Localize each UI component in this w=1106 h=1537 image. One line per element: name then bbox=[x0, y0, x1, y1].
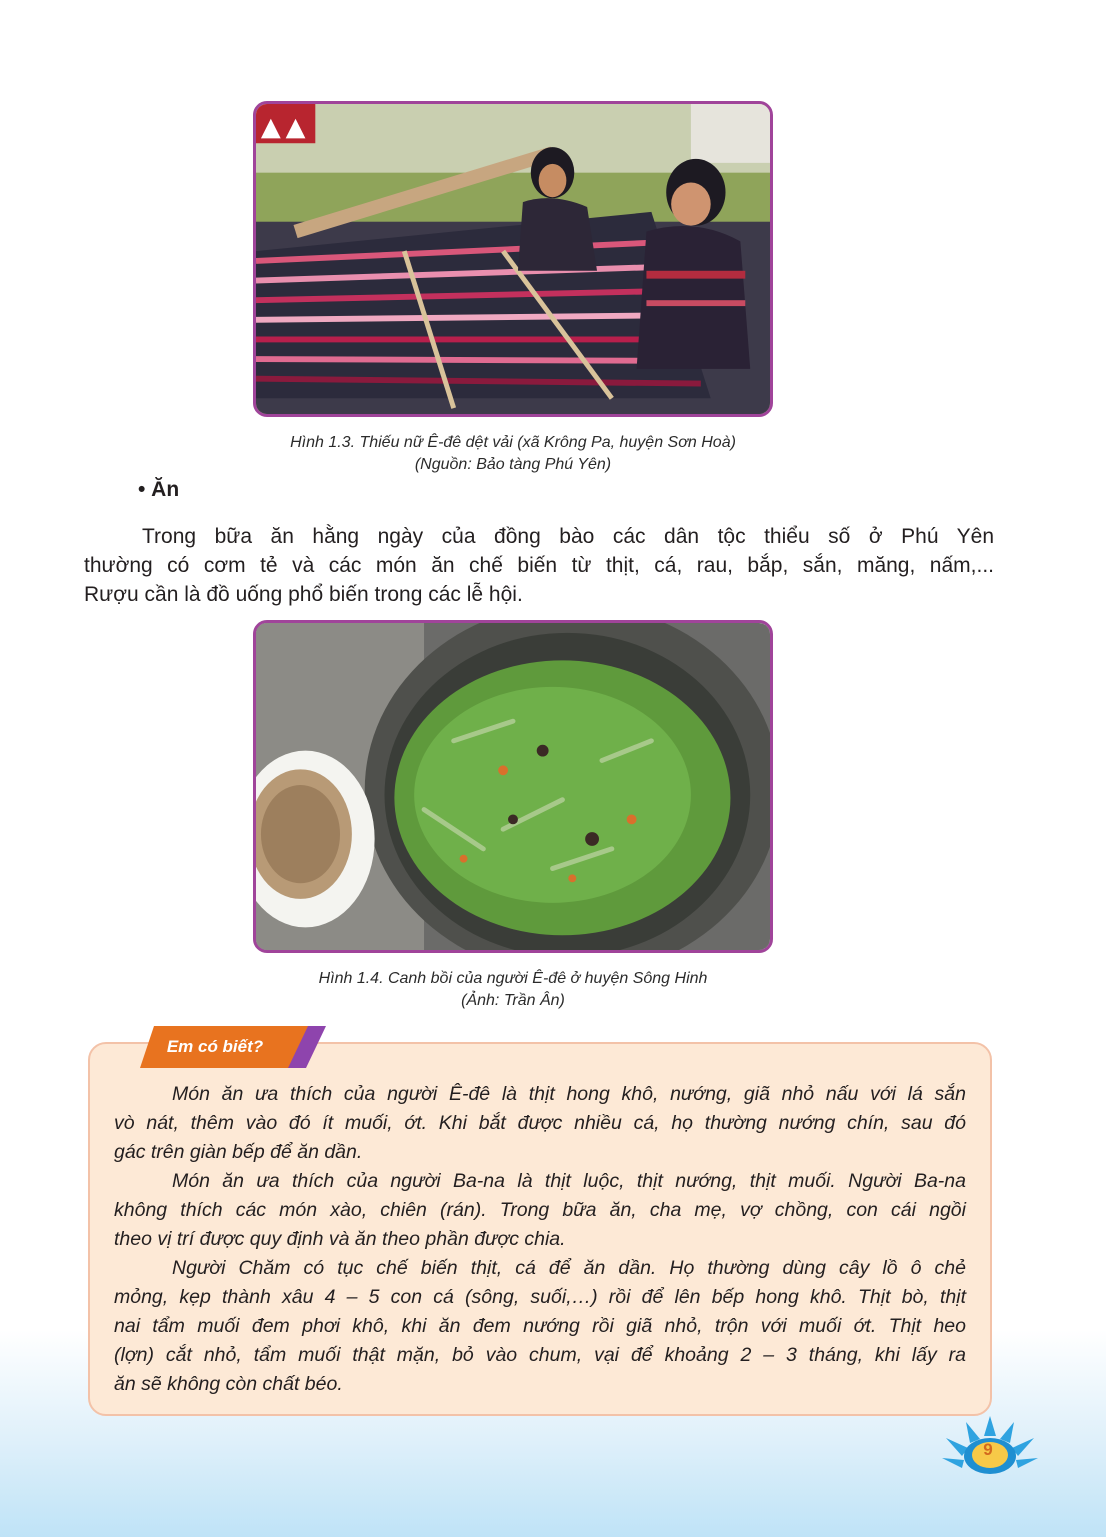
figure-source: (Nguồn: Bảo tàng Phú Yên) bbox=[414, 456, 612, 473]
box-line: gác trên giàn bếp để ăn dần. bbox=[114, 1141, 363, 1163]
box-line: Món ăn ưa thích của người Ba-na là thịt luộc, thịt nướng, thịt muối. Người Ba-na bbox=[172, 1170, 966, 1192]
box-line: (lợn) cắt nhỏ, tẩm muối thật mặn, bỏ vào chum, vại để khoảng 2 – 3 tháng, khi lấy ra bbox=[114, 1344, 966, 1366]
paragraph-line: Rượu cần là đồ uống phổ biến trong các lễ hội. bbox=[84, 583, 523, 606]
figure-caption bbox=[200, 432, 826, 476]
did-you-know-tab bbox=[140, 1026, 326, 1068]
figure-weaving-photo bbox=[253, 101, 773, 417]
paragraph-line: thường có cơm tẻ và các món ăn chế biến từ thịt, cá, rau, bắp, sắn, măng, nấm,... bbox=[84, 554, 994, 577]
page-number: 9 bbox=[983, 1440, 993, 1459]
weaving-illustration bbox=[256, 104, 770, 414]
figure-caption bbox=[200, 968, 826, 1012]
body-paragraph bbox=[84, 522, 994, 609]
box-line: nai tẩm muối đem phơi khô, khi ăn đem nướng rồi giã nhỏ, trộn với muối ớt. Thịt heo bbox=[114, 1315, 966, 1337]
figure-title: Hình 1.4. Canh bồi của người Ê-đê ở huyện Sông Hinh bbox=[318, 970, 708, 987]
figure-source: (Ảnh: Trần Ân) bbox=[461, 992, 565, 1009]
paragraph-line: Trong bữa ăn hằng ngày của đồng bào các dân tộc thiểu số ở Phú Yên bbox=[142, 525, 994, 548]
figure-soup-photo bbox=[253, 620, 773, 953]
soup-illustration bbox=[256, 623, 770, 950]
did-you-know-title: Em có biết? bbox=[166, 1037, 264, 1056]
figure-title: Hình 1.3. Thiếu nữ Ê-đê dệt vải (xã Krông Pa, huyện Sơn Hoà) bbox=[290, 434, 736, 451]
box-line: Người Chăm có tục chế biến thịt, cá để ăn dần. Họ thường dùng cây lồ ô chẻ bbox=[172, 1257, 966, 1279]
box-line: ăn sẽ không còn chất béo. bbox=[114, 1373, 343, 1395]
section-heading: • Ăn bbox=[138, 478, 180, 501]
box-line: mỏng, kẹp thành xâu 4 – 5 con cá (sông, suối,…) rồi để lên bếp hong khô. Thịt bò, thịt bbox=[114, 1286, 966, 1308]
box-line: không thích các món xào, chiên (rán). Trong bữa ăn, cha mẹ, vợ chồng, con cái ngồi bbox=[114, 1199, 966, 1221]
box-line: Món ăn ưa thích của người Ê-đê là thịt hong khô, nướng, giã nhỏ nấu với lá sắn bbox=[172, 1083, 966, 1105]
box-line: theo vị trí được quy định và ăn theo phần được chia. bbox=[114, 1228, 566, 1250]
box-line: vò nát, thêm vào đó ít muối, ớt. Khi bắt được nhiều cá, họ thường nướng chín, sau đó bbox=[114, 1112, 966, 1134]
did-you-know-text bbox=[114, 1080, 966, 1399]
